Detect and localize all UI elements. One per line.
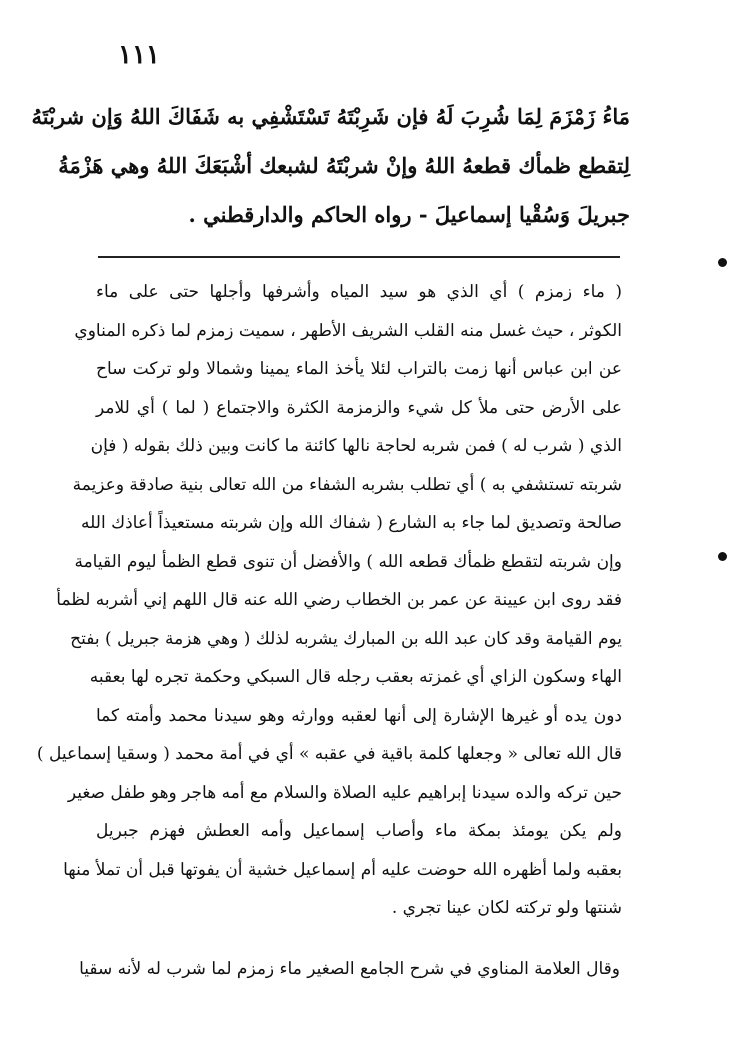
commentary-line: الكوثر ، حيث غسل منه القلب الشريف الأطهر ، سميت زمزم لما ذكره المناوي (74, 320, 622, 341)
commentary-line: حين تركه والده سيدنا إبراهيم عليه الصلاة والسلام مع أمه هاجر وهو طفل صغير (67, 782, 622, 803)
scan-edge-mark (718, 258, 727, 267)
footer-text: وقال العلامة المناوي في شرح الجامع الصغير ماء زمزم لما شرب له لأنه سقيا (79, 959, 620, 979)
hadith-line: جبريلَ وَسُقْيا إسماعيلَ - رواه الحاكم والدارقطني . (188, 202, 630, 227)
commentary-text (36, 273, 622, 928)
commentary-line: ولم يكن يومئذ بمكة ماء وأصاب إسماعيل وأمه العطش فهزم جبريل (96, 821, 622, 841)
scan-edge-mark (718, 552, 727, 561)
commentary-line: فقد روى ابن عيينة عن عمر بن الخطاب رضي الله عنه قال اللهم إني أشربه لظمأ (56, 590, 622, 610)
commentary-line: ( ماء زمزم ) أي الذي هو سيد المياه وأشرفها وأجلها حتى على ماء (96, 282, 622, 302)
separator-rule (98, 256, 620, 258)
page-number: ١١١ (118, 40, 160, 70)
commentary-line: شنتها ولو تركته لكان عينا تجري . (391, 898, 622, 918)
hadith-text (31, 92, 630, 239)
commentary-line: الذي ( شرب له ) فمن شربه لحاجة نالها كائنة ما كانت وبين ذلك بقوله ( فإن (90, 436, 622, 456)
commentary-line: على الأرض حتى ملأ كل شيء والزمزمة الكثرة والاجتماع ( لما ) أي للامر (96, 397, 622, 418)
commentary-line: وإن شربته لتقطع ظمأك قطعه الله ) والأفضل أن تنوى قطع الظمأ ليوم القيامة (74, 551, 622, 572)
commentary-line: بعقبه ولما أظهره الله حوضت عليه أم إسماعيل خشية أن يفوتها قبل أن تملأ منها (63, 859, 622, 880)
hadith-line: مَاءُ زَمْزَمَ لِمَا شُرِبَ لَهُ فإن شَرِبْتَهُ تَسْتَشْفِي به شَفَاكَ اللهُ وَإن شربْتَهُ (31, 104, 630, 129)
commentary-line: صالحة وتصديق لما جاء به الشارع ( شفاك الله وإن شربته مستعيذاً أعاذك الله (81, 513, 622, 533)
commentary-line: الهاء وسكون الزاي أي غمزته بعقب رجله قال السبكي وحكمة تجره لها بعقبه (89, 667, 622, 687)
commentary-line: قال الله تعالى « وجعلها كلمة باقية في عقبه » أي في أمة محمد ( وسقيا إسماعيل ) (36, 744, 622, 764)
hadith-line: لِتقطع ظمأك قطعهُ اللهُ وإنْ شربْتَهُ لشبعك أشْبَعَكَ اللهُ وهي هَزْمَةُ (58, 153, 630, 178)
commentary-line: دون يده أو غيرها الإشارة إلى أنها لعقبه ووارثه وهو سيدنا محمد وأمته كما (96, 705, 622, 726)
commentary-line: يوم القيامة وقد كان عبد الله بن المبارك يشربه لذلك ( وهي هزمة جبريل ) بفتح (70, 628, 622, 649)
commentary-line: شربته تستشفي به ) أي تطلب بشربه الشفاء من الله تعالى بنية صادقة وعزيمة (72, 474, 622, 495)
commentary-line: عن ابن عباس أنها زمت بالتراب لئلا يأخذ الماء يمينا وشمالا ولو تركت ساح (96, 359, 622, 379)
